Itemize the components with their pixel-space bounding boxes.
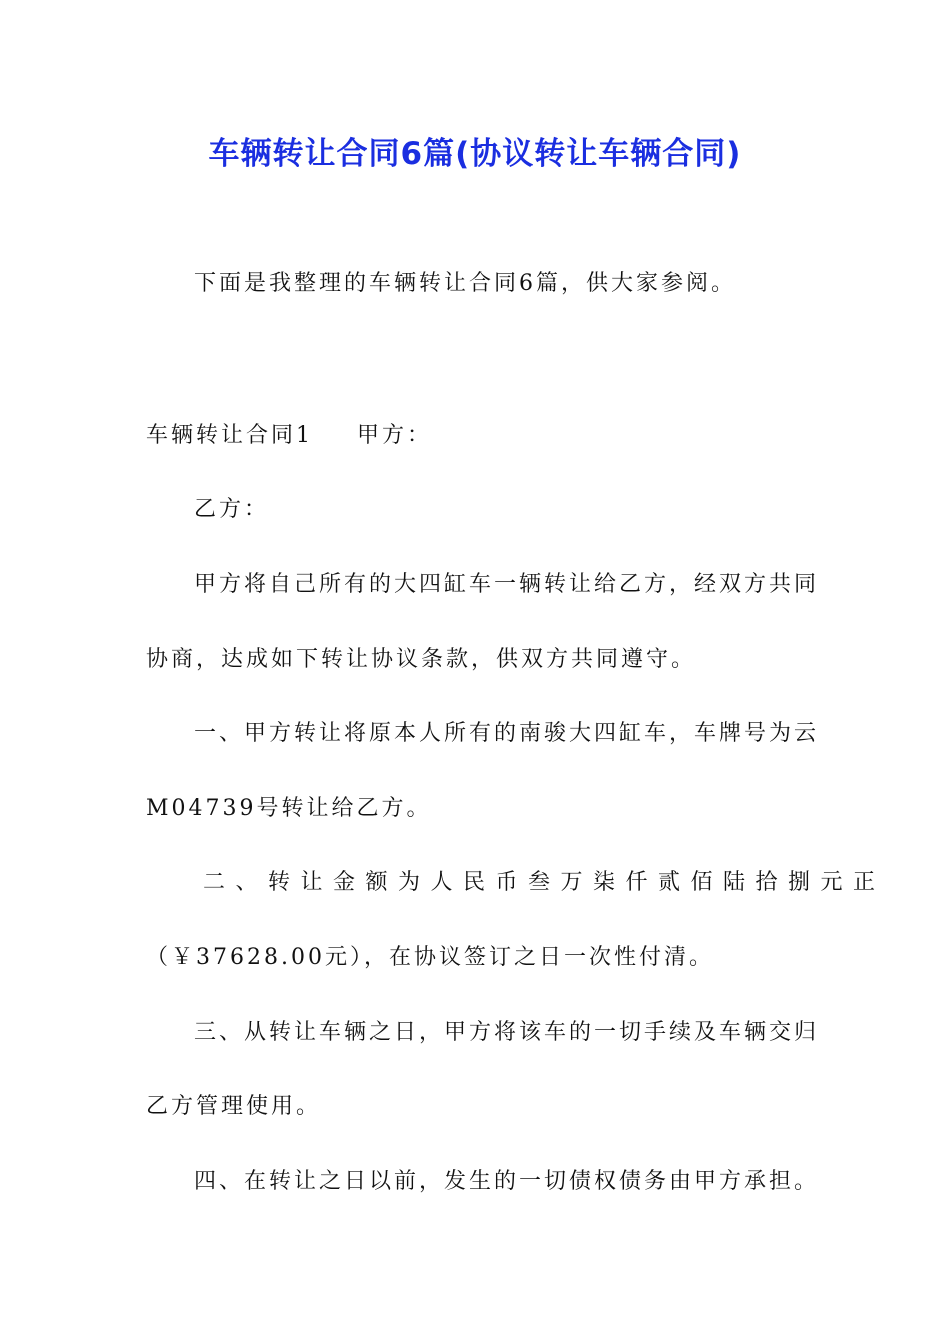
paragraph-line: 甲方将自己所有的大四缸车一辆转让给乙方，经双方共同	[194, 572, 820, 597]
contract-heading-line	[146, 421, 806, 451]
clause-1-line: 一、甲方转让将原本人所有的南骏大四缸车，车牌号为云	[194, 721, 820, 746]
clause-2-line: 二、转让金额为人民币叁万柒仟贰佰陆拾捌元正	[203, 870, 886, 895]
paragraph-line: 协商，达成如下转让协议条款，供双方共同遵守。	[146, 647, 697, 672]
clause-4-line: 四、在转让之日以前，发生的一切债权债务由甲方承担。	[194, 1169, 820, 1194]
clause-3-line: 乙方管理使用。	[146, 1094, 322, 1119]
clause-2-line: （￥37628.00元），在协议签订之日一次性付清。	[146, 945, 714, 970]
party-a-label: 甲方：	[357, 423, 433, 448]
clause-3-line: 三、从转让车辆之日，甲方将该车的一切手续及车辆交归	[194, 1020, 820, 1045]
clause-1-line: M04739号转让给乙方。	[146, 796, 432, 821]
intro-paragraph: 下面是我整理的车辆转让合同6篇，供大家参阅。	[194, 271, 736, 296]
contract-heading: 车辆转让合同1	[146, 423, 313, 448]
party-b-label: 乙方：	[194, 497, 270, 522]
document-title: 车辆转让合同6篇(协议转让车辆合同)	[208, 136, 742, 172]
